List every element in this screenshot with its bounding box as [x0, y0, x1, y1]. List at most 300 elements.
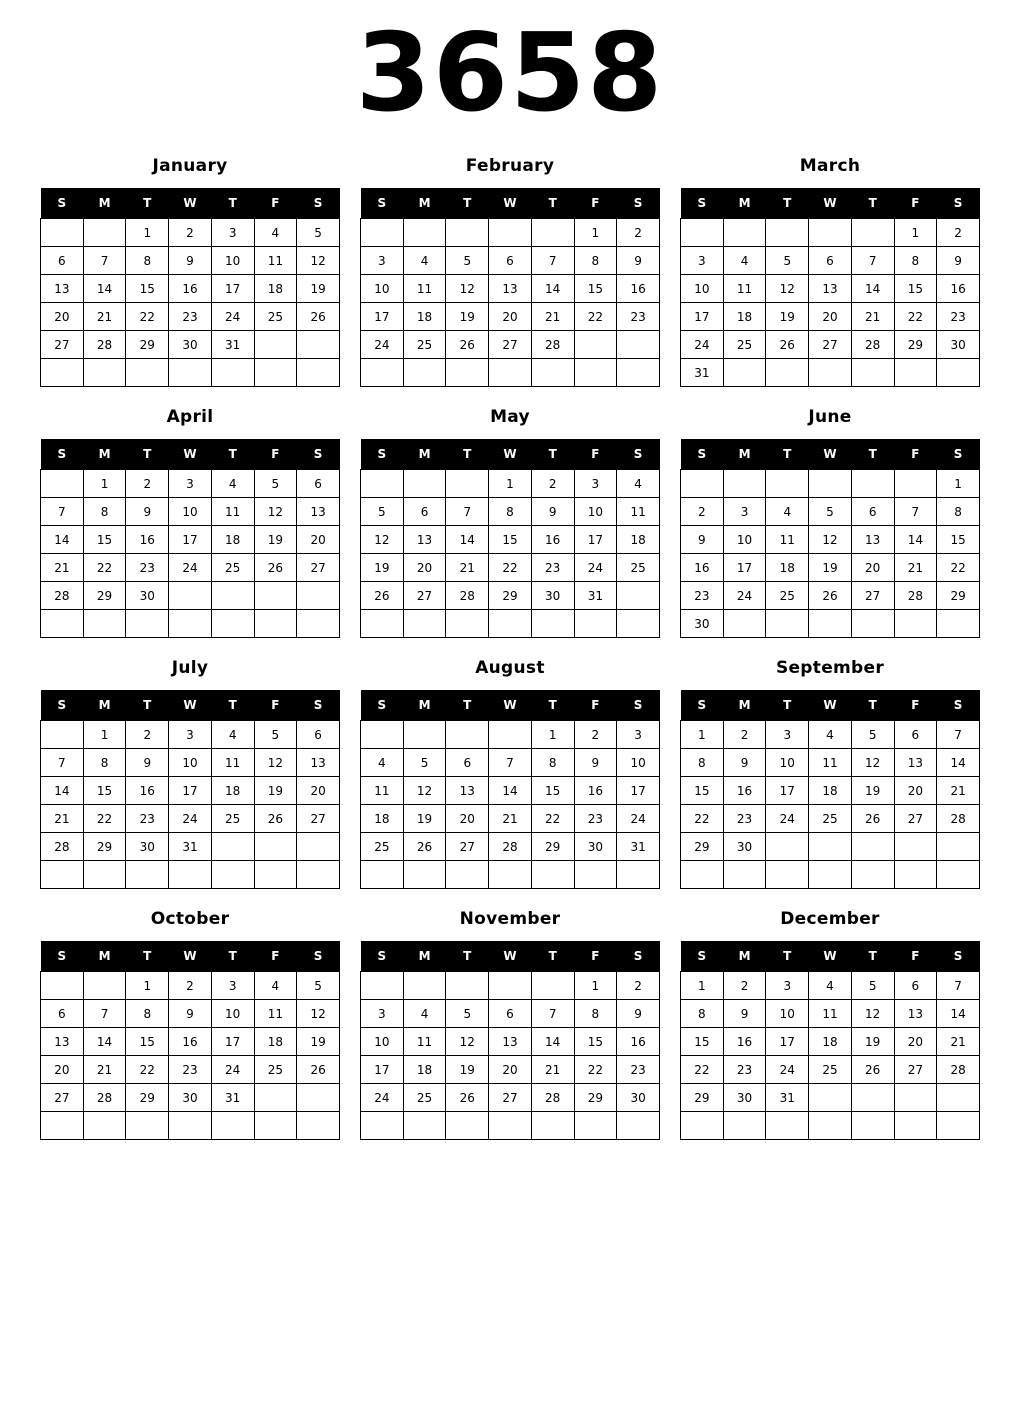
day-cell[interactable]: 6: [489, 247, 532, 275]
day-cell[interactable]: 22: [126, 1056, 169, 1084]
day-cell[interactable]: 12: [446, 275, 489, 303]
day-cell[interactable]: 26: [766, 331, 809, 359]
day-cell[interactable]: 27: [403, 582, 446, 610]
day-cell[interactable]: 4: [211, 721, 254, 749]
day-cell[interactable]: 19: [809, 554, 852, 582]
day-cell[interactable]: 24: [211, 303, 254, 331]
day-cell[interactable]: 2: [617, 972, 660, 1000]
day-cell[interactable]: 2: [126, 721, 169, 749]
day-cell[interactable]: 5: [403, 749, 446, 777]
day-cell[interactable]: 10: [766, 749, 809, 777]
day-cell[interactable]: 4: [723, 247, 766, 275]
day-cell[interactable]: 27: [41, 1084, 84, 1112]
day-cell[interactable]: 30: [937, 331, 980, 359]
day-cell[interactable]: 1: [681, 972, 724, 1000]
day-cell[interactable]: 21: [489, 805, 532, 833]
day-cell[interactable]: 8: [531, 749, 574, 777]
day-cell[interactable]: 16: [574, 777, 617, 805]
day-cell[interactable]: 4: [254, 219, 297, 247]
day-cell[interactable]: 12: [297, 1000, 340, 1028]
day-cell[interactable]: 17: [766, 1028, 809, 1056]
day-cell[interactable]: 12: [254, 498, 297, 526]
day-cell[interactable]: 22: [574, 303, 617, 331]
day-cell[interactable]: 20: [894, 1028, 937, 1056]
day-cell[interactable]: 25: [254, 1056, 297, 1084]
day-cell[interactable]: 29: [83, 582, 126, 610]
day-cell[interactable]: 11: [723, 275, 766, 303]
day-cell[interactable]: 20: [446, 805, 489, 833]
day-cell[interactable]: 2: [681, 498, 724, 526]
day-cell[interactable]: 10: [169, 749, 212, 777]
day-cell[interactable]: 12: [766, 275, 809, 303]
day-cell[interactable]: 19: [851, 1028, 894, 1056]
day-cell[interactable]: 10: [723, 526, 766, 554]
day-cell[interactable]: 22: [83, 554, 126, 582]
day-cell[interactable]: 2: [169, 219, 212, 247]
day-cell[interactable]: 13: [489, 1028, 532, 1056]
day-cell[interactable]: 28: [41, 833, 84, 861]
day-cell[interactable]: 4: [766, 498, 809, 526]
day-cell[interactable]: 26: [297, 1056, 340, 1084]
day-cell[interactable]: 6: [809, 247, 852, 275]
day-cell[interactable]: 14: [894, 526, 937, 554]
day-cell[interactable]: 6: [446, 749, 489, 777]
day-cell[interactable]: 11: [211, 749, 254, 777]
day-cell[interactable]: 12: [851, 749, 894, 777]
day-cell[interactable]: 26: [403, 833, 446, 861]
day-cell[interactable]: 7: [937, 721, 980, 749]
day-cell[interactable]: 21: [937, 1028, 980, 1056]
day-cell[interactable]: 2: [169, 972, 212, 1000]
day-cell[interactable]: 13: [41, 1028, 84, 1056]
day-cell[interactable]: 20: [489, 303, 532, 331]
day-cell[interactable]: 11: [617, 498, 660, 526]
day-cell[interactable]: 18: [361, 805, 404, 833]
day-cell[interactable]: 5: [766, 247, 809, 275]
day-cell[interactable]: 29: [126, 331, 169, 359]
day-cell[interactable]: 27: [489, 1084, 532, 1112]
day-cell[interactable]: 15: [681, 1028, 724, 1056]
day-cell[interactable]: 15: [894, 275, 937, 303]
day-cell[interactable]: 5: [254, 470, 297, 498]
day-cell[interactable]: 21: [83, 1056, 126, 1084]
day-cell[interactable]: 30: [617, 1084, 660, 1112]
day-cell[interactable]: 13: [403, 526, 446, 554]
day-cell[interactable]: 28: [446, 582, 489, 610]
day-cell[interactable]: 3: [169, 470, 212, 498]
day-cell[interactable]: 15: [83, 777, 126, 805]
day-cell[interactable]: 20: [41, 1056, 84, 1084]
day-cell[interactable]: 27: [297, 805, 340, 833]
day-cell[interactable]: 13: [894, 1000, 937, 1028]
day-cell[interactable]: 14: [531, 275, 574, 303]
day-cell[interactable]: 10: [169, 498, 212, 526]
day-cell[interactable]: 15: [126, 1028, 169, 1056]
day-cell[interactable]: 21: [83, 303, 126, 331]
day-cell[interactable]: 2: [126, 470, 169, 498]
day-cell[interactable]: 16: [723, 1028, 766, 1056]
day-cell[interactable]: 22: [681, 805, 724, 833]
day-cell[interactable]: 4: [809, 972, 852, 1000]
day-cell[interactable]: 19: [297, 275, 340, 303]
day-cell[interactable]: 25: [403, 1084, 446, 1112]
day-cell[interactable]: 4: [211, 470, 254, 498]
day-cell[interactable]: 9: [531, 498, 574, 526]
day-cell[interactable]: 9: [617, 247, 660, 275]
day-cell[interactable]: 7: [83, 247, 126, 275]
day-cell[interactable]: 7: [489, 749, 532, 777]
day-cell[interactable]: 7: [894, 498, 937, 526]
day-cell[interactable]: 24: [681, 331, 724, 359]
day-cell[interactable]: 29: [681, 833, 724, 861]
day-cell[interactable]: 21: [446, 554, 489, 582]
day-cell[interactable]: 17: [361, 303, 404, 331]
day-cell[interactable]: 14: [937, 749, 980, 777]
day-cell[interactable]: 19: [254, 777, 297, 805]
day-cell[interactable]: 25: [361, 833, 404, 861]
day-cell[interactable]: 22: [894, 303, 937, 331]
day-cell[interactable]: 30: [723, 833, 766, 861]
day-cell[interactable]: 2: [937, 219, 980, 247]
day-cell[interactable]: 26: [851, 1056, 894, 1084]
day-cell[interactable]: 12: [297, 247, 340, 275]
day-cell[interactable]: 3: [211, 972, 254, 1000]
day-cell[interactable]: 28: [937, 805, 980, 833]
day-cell[interactable]: 8: [894, 247, 937, 275]
day-cell[interactable]: 7: [41, 749, 84, 777]
day-cell[interactable]: 12: [446, 1028, 489, 1056]
day-cell[interactable]: 5: [254, 721, 297, 749]
day-cell[interactable]: 27: [894, 1056, 937, 1084]
day-cell[interactable]: 1: [681, 721, 724, 749]
day-cell[interactable]: 6: [41, 247, 84, 275]
day-cell[interactable]: 29: [894, 331, 937, 359]
day-cell[interactable]: 7: [83, 1000, 126, 1028]
day-cell[interactable]: 17: [169, 777, 212, 805]
day-cell[interactable]: 26: [446, 331, 489, 359]
day-cell[interactable]: 30: [169, 331, 212, 359]
day-cell[interactable]: 31: [574, 582, 617, 610]
day-cell[interactable]: 15: [937, 526, 980, 554]
day-cell[interactable]: 19: [403, 805, 446, 833]
day-cell[interactable]: 18: [211, 526, 254, 554]
day-cell[interactable]: 18: [254, 275, 297, 303]
day-cell[interactable]: 17: [617, 777, 660, 805]
day-cell[interactable]: 22: [681, 1056, 724, 1084]
day-cell[interactable]: 25: [809, 1056, 852, 1084]
day-cell[interactable]: 1: [83, 721, 126, 749]
day-cell[interactable]: 30: [531, 582, 574, 610]
day-cell[interactable]: 30: [681, 610, 724, 638]
day-cell[interactable]: 11: [766, 526, 809, 554]
day-cell[interactable]: 6: [894, 972, 937, 1000]
day-cell[interactable]: 28: [851, 331, 894, 359]
day-cell[interactable]: 4: [254, 972, 297, 1000]
day-cell[interactable]: 16: [617, 1028, 660, 1056]
day-cell[interactable]: 19: [851, 777, 894, 805]
day-cell[interactable]: 18: [403, 1056, 446, 1084]
day-cell[interactable]: 17: [574, 526, 617, 554]
day-cell[interactable]: 22: [489, 554, 532, 582]
day-cell[interactable]: 27: [297, 554, 340, 582]
day-cell[interactable]: 11: [403, 275, 446, 303]
day-cell[interactable]: 30: [126, 833, 169, 861]
day-cell[interactable]: 22: [937, 554, 980, 582]
day-cell[interactable]: 29: [531, 833, 574, 861]
day-cell[interactable]: 2: [723, 972, 766, 1000]
day-cell[interactable]: 25: [254, 303, 297, 331]
day-cell[interactable]: 23: [574, 805, 617, 833]
day-cell[interactable]: 11: [403, 1028, 446, 1056]
day-cell[interactable]: 8: [681, 1000, 724, 1028]
day-cell[interactable]: 24: [766, 805, 809, 833]
day-cell[interactable]: 9: [574, 749, 617, 777]
day-cell[interactable]: 10: [681, 275, 724, 303]
day-cell[interactable]: 15: [681, 777, 724, 805]
day-cell[interactable]: 18: [766, 554, 809, 582]
day-cell[interactable]: 4: [809, 721, 852, 749]
day-cell[interactable]: 3: [723, 498, 766, 526]
day-cell[interactable]: 8: [937, 498, 980, 526]
day-cell[interactable]: 5: [361, 498, 404, 526]
day-cell[interactable]: 24: [211, 1056, 254, 1084]
day-cell[interactable]: 28: [41, 582, 84, 610]
day-cell[interactable]: 28: [937, 1056, 980, 1084]
day-cell[interactable]: 17: [211, 1028, 254, 1056]
day-cell[interactable]: 28: [894, 582, 937, 610]
day-cell[interactable]: 5: [851, 972, 894, 1000]
day-cell[interactable]: 21: [41, 554, 84, 582]
day-cell[interactable]: 27: [851, 582, 894, 610]
day-cell[interactable]: 23: [126, 554, 169, 582]
day-cell[interactable]: 24: [361, 331, 404, 359]
day-cell[interactable]: 26: [446, 1084, 489, 1112]
day-cell[interactable]: 17: [723, 554, 766, 582]
day-cell[interactable]: 25: [211, 805, 254, 833]
day-cell[interactable]: 10: [211, 1000, 254, 1028]
day-cell[interactable]: 24: [723, 582, 766, 610]
day-cell[interactable]: 8: [681, 749, 724, 777]
day-cell[interactable]: 10: [574, 498, 617, 526]
day-cell[interactable]: 21: [41, 805, 84, 833]
day-cell[interactable]: 20: [809, 303, 852, 331]
day-cell[interactable]: 23: [681, 582, 724, 610]
day-cell[interactable]: 23: [169, 303, 212, 331]
day-cell[interactable]: 22: [83, 805, 126, 833]
day-cell[interactable]: 3: [766, 972, 809, 1000]
day-cell[interactable]: 26: [254, 554, 297, 582]
day-cell[interactable]: 25: [809, 805, 852, 833]
day-cell[interactable]: 7: [937, 972, 980, 1000]
day-cell[interactable]: 5: [809, 498, 852, 526]
day-cell[interactable]: 28: [83, 331, 126, 359]
day-cell[interactable]: 7: [851, 247, 894, 275]
day-cell[interactable]: 5: [446, 1000, 489, 1028]
day-cell[interactable]: 20: [851, 554, 894, 582]
day-cell[interactable]: 19: [766, 303, 809, 331]
day-cell[interactable]: 19: [254, 526, 297, 554]
day-cell[interactable]: 31: [211, 331, 254, 359]
day-cell[interactable]: 18: [211, 777, 254, 805]
day-cell[interactable]: 9: [937, 247, 980, 275]
day-cell[interactable]: 20: [403, 554, 446, 582]
day-cell[interactable]: 9: [681, 526, 724, 554]
day-cell[interactable]: 1: [574, 219, 617, 247]
day-cell[interactable]: 20: [297, 777, 340, 805]
day-cell[interactable]: 24: [169, 554, 212, 582]
day-cell[interactable]: 14: [83, 275, 126, 303]
day-cell[interactable]: 29: [681, 1084, 724, 1112]
day-cell[interactable]: 28: [531, 1084, 574, 1112]
day-cell[interactable]: 11: [809, 1000, 852, 1028]
day-cell[interactable]: 20: [297, 526, 340, 554]
day-cell[interactable]: 18: [723, 303, 766, 331]
day-cell[interactable]: 14: [937, 1000, 980, 1028]
day-cell[interactable]: 3: [169, 721, 212, 749]
day-cell[interactable]: 9: [617, 1000, 660, 1028]
day-cell[interactable]: 12: [851, 1000, 894, 1028]
day-cell[interactable]: 19: [297, 1028, 340, 1056]
day-cell[interactable]: 26: [809, 582, 852, 610]
day-cell[interactable]: 3: [681, 247, 724, 275]
day-cell[interactable]: 13: [446, 777, 489, 805]
day-cell[interactable]: 24: [169, 805, 212, 833]
day-cell[interactable]: 15: [574, 275, 617, 303]
day-cell[interactable]: 16: [126, 526, 169, 554]
day-cell[interactable]: 21: [531, 303, 574, 331]
day-cell[interactable]: 26: [851, 805, 894, 833]
day-cell[interactable]: 27: [809, 331, 852, 359]
day-cell[interactable]: 7: [41, 498, 84, 526]
day-cell[interactable]: 15: [574, 1028, 617, 1056]
day-cell[interactable]: 20: [489, 1056, 532, 1084]
day-cell[interactable]: 27: [446, 833, 489, 861]
day-cell[interactable]: 20: [41, 303, 84, 331]
day-cell[interactable]: 5: [297, 219, 340, 247]
day-cell[interactable]: 28: [489, 833, 532, 861]
day-cell[interactable]: 17: [361, 1056, 404, 1084]
day-cell[interactable]: 6: [403, 498, 446, 526]
day-cell[interactable]: 1: [126, 219, 169, 247]
day-cell[interactable]: 12: [403, 777, 446, 805]
day-cell[interactable]: 9: [169, 247, 212, 275]
day-cell[interactable]: 21: [937, 777, 980, 805]
day-cell[interactable]: 13: [297, 749, 340, 777]
day-cell[interactable]: 7: [531, 247, 574, 275]
day-cell[interactable]: 4: [403, 1000, 446, 1028]
day-cell[interactable]: 6: [894, 721, 937, 749]
day-cell[interactable]: 21: [894, 554, 937, 582]
day-cell[interactable]: 5: [297, 972, 340, 1000]
day-cell[interactable]: 31: [617, 833, 660, 861]
day-cell[interactable]: 8: [574, 1000, 617, 1028]
day-cell[interactable]: 7: [446, 498, 489, 526]
day-cell[interactable]: 16: [531, 526, 574, 554]
day-cell[interactable]: 22: [531, 805, 574, 833]
day-cell[interactable]: 12: [254, 749, 297, 777]
day-cell[interactable]: 1: [489, 470, 532, 498]
day-cell[interactable]: 16: [617, 275, 660, 303]
day-cell[interactable]: 18: [254, 1028, 297, 1056]
day-cell[interactable]: 1: [574, 972, 617, 1000]
day-cell[interactable]: 3: [766, 721, 809, 749]
day-cell[interactable]: 16: [169, 275, 212, 303]
day-cell[interactable]: 8: [83, 749, 126, 777]
day-cell[interactable]: 4: [361, 749, 404, 777]
day-cell[interactable]: 14: [83, 1028, 126, 1056]
day-cell[interactable]: 16: [723, 777, 766, 805]
day-cell[interactable]: 9: [723, 749, 766, 777]
day-cell[interactable]: 23: [937, 303, 980, 331]
day-cell[interactable]: 29: [83, 833, 126, 861]
day-cell[interactable]: 18: [809, 1028, 852, 1056]
day-cell[interactable]: 8: [489, 498, 532, 526]
day-cell[interactable]: 15: [126, 275, 169, 303]
day-cell[interactable]: 22: [574, 1056, 617, 1084]
day-cell[interactable]: 30: [126, 582, 169, 610]
day-cell[interactable]: 14: [41, 777, 84, 805]
day-cell[interactable]: 23: [169, 1056, 212, 1084]
day-cell[interactable]: 25: [211, 554, 254, 582]
day-cell[interactable]: 10: [617, 749, 660, 777]
day-cell[interactable]: 12: [361, 526, 404, 554]
day-cell[interactable]: 2: [723, 721, 766, 749]
day-cell[interactable]: 13: [41, 275, 84, 303]
day-cell[interactable]: 5: [851, 721, 894, 749]
day-cell[interactable]: 24: [361, 1084, 404, 1112]
day-cell[interactable]: 22: [126, 303, 169, 331]
day-cell[interactable]: 3: [361, 1000, 404, 1028]
day-cell[interactable]: 15: [531, 777, 574, 805]
day-cell[interactable]: 28: [531, 331, 574, 359]
day-cell[interactable]: 14: [446, 526, 489, 554]
day-cell[interactable]: 13: [894, 749, 937, 777]
day-cell[interactable]: 23: [531, 554, 574, 582]
day-cell[interactable]: 15: [83, 526, 126, 554]
day-cell[interactable]: 11: [361, 777, 404, 805]
day-cell[interactable]: 19: [446, 1056, 489, 1084]
day-cell[interactable]: 8: [83, 498, 126, 526]
day-cell[interactable]: 14: [851, 275, 894, 303]
day-cell[interactable]: 9: [723, 1000, 766, 1028]
day-cell[interactable]: 5: [446, 247, 489, 275]
day-cell[interactable]: 6: [41, 1000, 84, 1028]
day-cell[interactable]: 9: [126, 749, 169, 777]
day-cell[interactable]: 2: [617, 219, 660, 247]
day-cell[interactable]: 31: [211, 1084, 254, 1112]
day-cell[interactable]: 30: [574, 833, 617, 861]
day-cell[interactable]: 25: [723, 331, 766, 359]
day-cell[interactable]: 23: [723, 1056, 766, 1084]
day-cell[interactable]: 17: [766, 777, 809, 805]
day-cell[interactable]: 6: [489, 1000, 532, 1028]
day-cell[interactable]: 28: [83, 1084, 126, 1112]
day-cell[interactable]: 25: [617, 554, 660, 582]
day-cell[interactable]: 27: [41, 331, 84, 359]
day-cell[interactable]: 2: [531, 470, 574, 498]
day-cell[interactable]: 16: [169, 1028, 212, 1056]
day-cell[interactable]: 11: [254, 247, 297, 275]
day-cell[interactable]: 23: [617, 1056, 660, 1084]
day-cell[interactable]: 9: [126, 498, 169, 526]
day-cell[interactable]: 10: [361, 1028, 404, 1056]
day-cell[interactable]: 10: [766, 1000, 809, 1028]
day-cell[interactable]: 14: [489, 777, 532, 805]
day-cell[interactable]: 23: [126, 805, 169, 833]
day-cell[interactable]: 11: [809, 749, 852, 777]
day-cell[interactable]: 23: [723, 805, 766, 833]
day-cell[interactable]: 24: [617, 805, 660, 833]
